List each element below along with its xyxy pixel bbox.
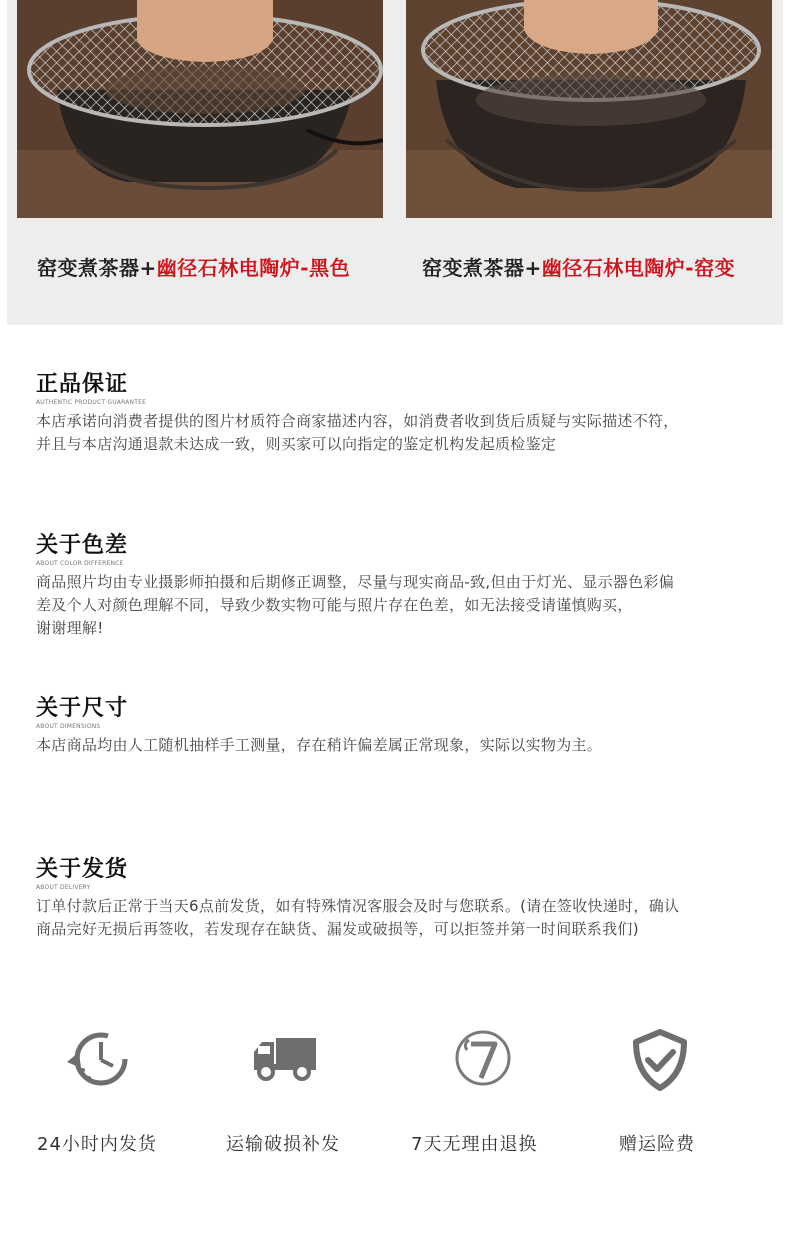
section-title: 关于发货 xyxy=(36,857,129,882)
feature-label-24h: 24小时内发货 xyxy=(37,1134,157,1155)
product-title-variant: 幽径石林电陶炉-窑变 xyxy=(541,256,736,280)
section-subtitle: ABOUT DIMENSIONS xyxy=(36,723,101,730)
section-body: 商品照片均由专业摄影师拍摄和后期修正调整，尽量与现实商品-致,但由于灯光、显示器色彩偏 差及个人对颜色理解不同，导致少数实物可能与照片存在色差，如无法接受请谨慎购买， 谢谢理解! xyxy=(36,573,675,637)
section-body: 本店承诺向消费者提供的图片材质符合商家描述内容，如消费者收到货后质疑与实际描述不符， 并且与本店沟通退款未达成一致，则买家可以向指定的鉴定机构发起质检鉴定 xyxy=(36,412,679,453)
section-title: 正品保证 xyxy=(36,372,129,397)
product-image-black[interactable] xyxy=(17,0,383,218)
feature-label-insurance: 赠运险费 xyxy=(619,1134,695,1155)
seven-day-icon xyxy=(451,1028,515,1092)
section-title: 关于色差 xyxy=(36,533,129,558)
product-title-black[interactable] xyxy=(37,252,350,281)
feature-24h-delivery xyxy=(13,1028,183,1092)
clock-arrow-icon xyxy=(63,1028,133,1092)
section-delivery xyxy=(36,857,766,941)
product-title-prefix: 窑变煮茶器+ xyxy=(422,256,542,280)
product-image-kiln[interactable] xyxy=(406,0,772,218)
feature-7day-return xyxy=(398,1028,568,1092)
stove-illustration xyxy=(406,0,772,218)
section-dimensions xyxy=(36,696,766,757)
feature-shipping-insurance xyxy=(575,1028,745,1092)
section-subtitle: ABOUT DELIVERY xyxy=(36,884,91,891)
feature-damage-reship xyxy=(200,1028,370,1088)
product-title-kiln[interactable] xyxy=(422,252,735,281)
section-body: 本店商品均由人工随机抽样手工测量，存在稍许偏差属正常现象，实际以实物为主。 xyxy=(36,736,603,754)
section-subtitle: ABOUT COLOR DIFFERENCE xyxy=(36,560,124,567)
feature-label-return: 7天无理由退换 xyxy=(411,1134,538,1155)
truck-icon xyxy=(250,1028,320,1088)
product-title-variant: 幽径石林电陶炉-黑色 xyxy=(156,256,351,280)
section-authentic-guarantee xyxy=(36,372,766,456)
section-color-difference xyxy=(36,533,766,640)
feature-label-reship: 运输破损补发 xyxy=(226,1134,340,1155)
product-title-prefix: 窑变煮茶器+ xyxy=(37,256,157,280)
section-title: 关于尺寸 xyxy=(36,696,129,721)
section-body: 订单付款后正常于当天6点前发货，如有特殊情况客服会及时与您联系。(请在签收快递时，确认 商品完好无损后再签收，若发现存在缺货、漏发或破损等，可以拒签并第一时间联系我们) xyxy=(36,897,680,938)
stove-illustration xyxy=(17,0,383,218)
shield-check-icon xyxy=(630,1028,690,1092)
section-subtitle: AUTHENTIC PRODUCT GUARANTEE xyxy=(36,399,147,406)
